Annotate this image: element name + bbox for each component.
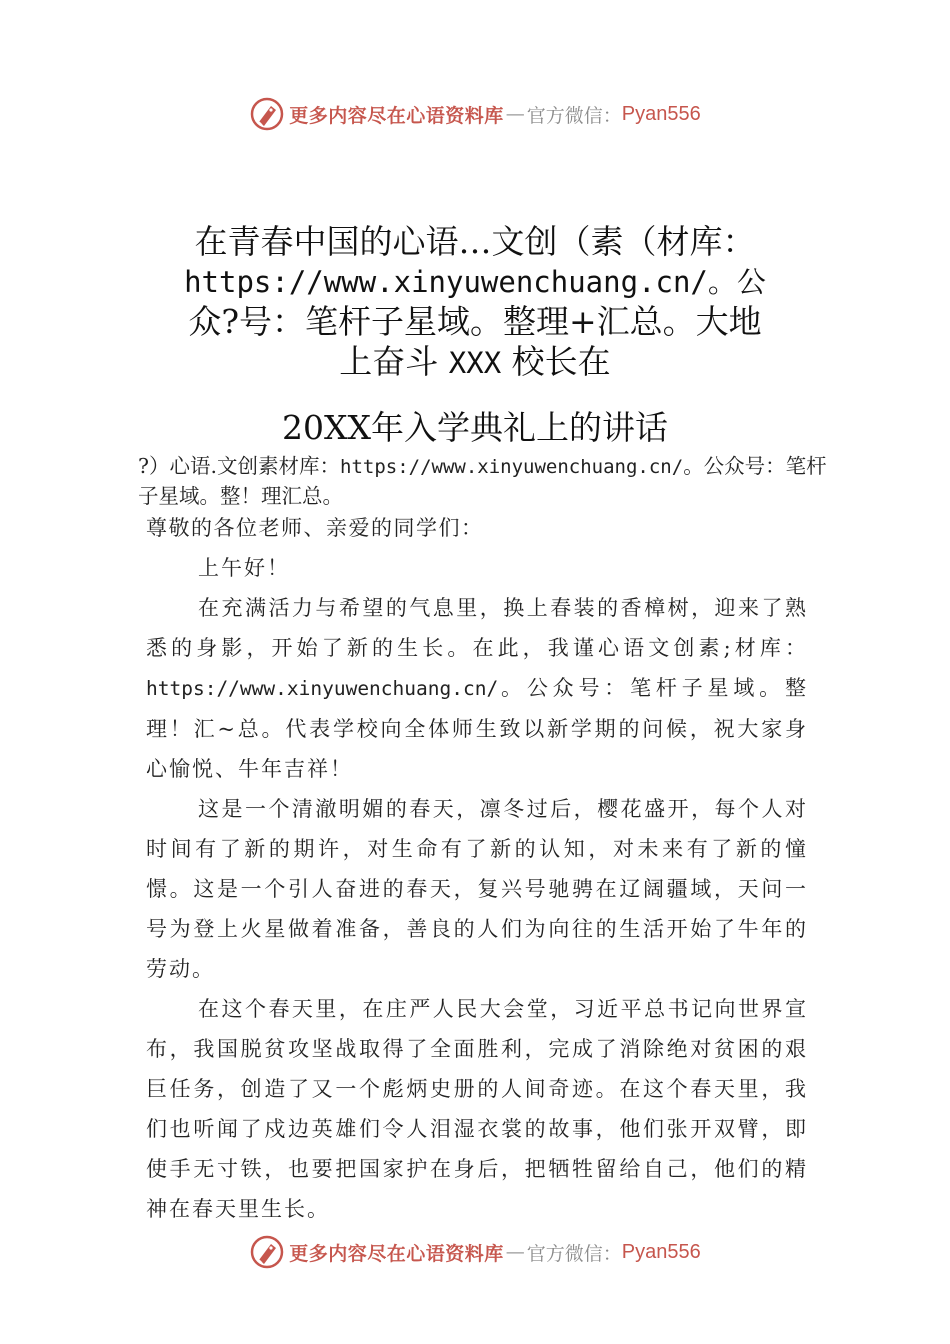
title-line-1: 在青春中国的心语…文创（素（材库： xyxy=(194,222,756,261)
salutation: 尊敬的各位老师、亲爱的同学们： xyxy=(146,516,484,540)
banner-separator: — xyxy=(505,103,525,125)
greeting: 上午好！ xyxy=(198,556,290,580)
footer-separator: — xyxy=(505,1241,525,1263)
source-note xyxy=(138,452,838,511)
document-title xyxy=(150,222,800,383)
title-line-2: https://www.xinyuwenchuang.cn/。公 xyxy=(184,265,766,299)
banner-wechat-label: 官方微信： xyxy=(526,104,622,127)
header-banner xyxy=(0,94,950,134)
note-url: https://www.xinyuwenchuang.cn/ xyxy=(340,456,684,478)
paragraph-2: 这是一个清澈明媚的春天，凛冬过后，樱花盛开，每个人对时间有了新的期许，对生命有了新的认知，对未来有了新的憧憬。这是一个引人奋进的春天，复兴号驰骋在辽阔疆域，天问一号为登上火星做着准备，善良的人们为向往的生活开始了牛年的劳动。 xyxy=(146,797,808,981)
banner-brand: 更多内容尽在心语资料库 xyxy=(289,104,504,127)
pen-nib-logo-icon xyxy=(249,1234,285,1270)
title-line-4 xyxy=(150,342,800,383)
title-line-4-a: 上奋斗 xyxy=(339,342,449,381)
paragraph-1-url: https://www.xinyuwenchuang.cn/ xyxy=(146,677,499,700)
title-line-4-b: XXX xyxy=(448,346,502,380)
footer-wechat-id: Pyan556 xyxy=(621,1240,701,1263)
banner-wechat-id: Pyan556 xyxy=(621,102,701,125)
document-subtitle: 20XX年入学典礼上的讲话 xyxy=(282,408,668,447)
paragraph-1-a: 在充满活力与希望的气息里，换上春装的香樟树，迎来了熟悉的身影，开始了新的生长。在此，我谨心语文创素;材库： xyxy=(146,596,808,660)
document-body xyxy=(146,508,808,1229)
note-suffix: 。公众号：笔杆子星域。整！理汇总。 xyxy=(138,454,827,508)
footer-banner xyxy=(0,1232,950,1272)
paragraph-3: 在这个春天里，在庄严人民大会堂，习近平总书记向世界宣布，我国脱贫攻坚战取得了全面胜利，完成了消除绝对贫困的艰巨任务，创造了又一个彪炳史册的人间奇迹。在这个春天里，我们也听闻了戍边英雄们令人泪湿衣裳的故事，他们张开双臂，即使手无寸铁，也要把国家护在身后，把牺牲留给自己，他们的精神在春天里生长。 xyxy=(146,997,808,1221)
paragraph-1-b: 。公众号：笔杆子星域。整理！汇~总。代表学校向全体师生致以新学期的问候，祝大家身心愉悦、牛年吉祥！ xyxy=(146,676,808,781)
paragraph-1 xyxy=(146,588,808,789)
pen-nib-logo-icon xyxy=(249,96,285,132)
title-line-4-c: 校长在 xyxy=(501,342,611,381)
footer-wechat-label: 官方微信： xyxy=(526,1242,622,1265)
note-prefix: ?）心语.文创素材库： xyxy=(138,454,341,478)
footer-brand: 更多内容尽在心语资料库 xyxy=(289,1242,504,1265)
title-line-3: 众?号：笔杆子星域。整理+汇总。大地 xyxy=(188,302,762,341)
